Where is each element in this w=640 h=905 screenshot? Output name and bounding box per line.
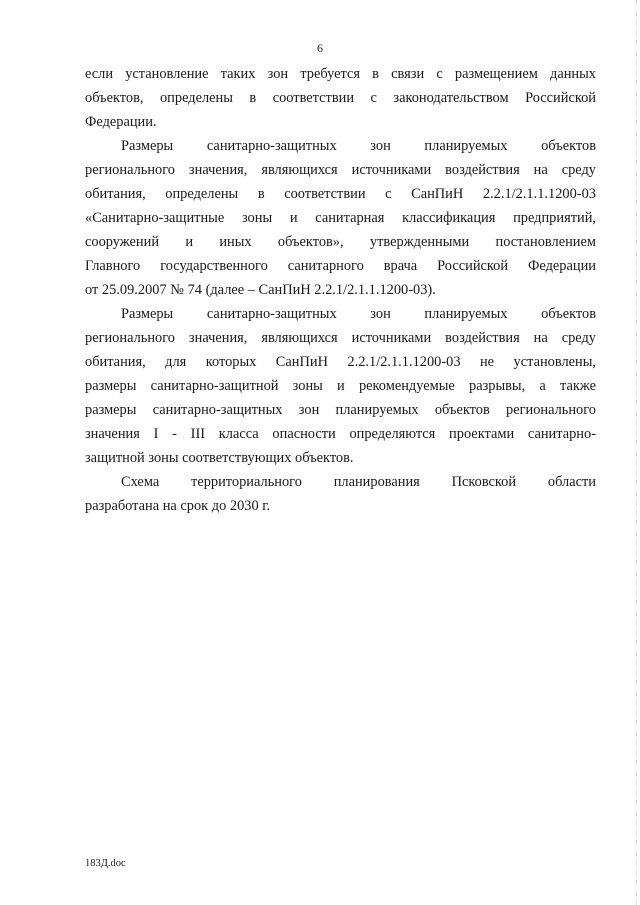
- paragraph-sanpin-defined: [85, 134, 596, 302]
- text-line: от 25.09.2007 № 74 (далее – СанПиН 2.2.1/2.1.1.1200-03).: [85, 282, 436, 298]
- paragraph-sanpin-not-established: [85, 302, 596, 470]
- footer-file-name: 183Д.doc: [85, 858, 126, 869]
- text-line: размеры санитарно-защитных зон планируемых объектов регионального: [85, 402, 596, 418]
- text-line: если установление таких зон требуется в связи с размещением данных: [85, 66, 596, 82]
- paragraph-scheme-term: [85, 470, 596, 518]
- text-line: обитания, определены в соответствии с СанПиН 2.2.1/2.1.1.1200-03: [85, 186, 596, 202]
- text-line: объектов, определены в соответствии с законодательством Российской: [85, 90, 596, 106]
- text-line: обитания, для которых СанПиН 2.2.1/2.1.1.1200-03 не установлены,: [85, 354, 596, 370]
- text-line: сооружений и иных объектов», утвержденными постановлением: [85, 234, 596, 250]
- paragraph-continuation: [85, 62, 596, 134]
- page-number: 6: [317, 41, 323, 55]
- text-line: Размеры санитарно-защитных зон планируемых объектов: [121, 306, 596, 322]
- text-line: регионального значения, являющихся источниками воздействия на среду: [85, 330, 596, 346]
- text-line: Главного государственного санитарного врача Российской Федерации: [85, 258, 596, 274]
- text-line: разработана на срок до 2030 г.: [85, 498, 271, 514]
- text-line: Размеры санитарно-защитных зон планируемых объектов: [121, 138, 596, 154]
- text-line: значения I - III класса опасности определяются проектами санитарно-: [85, 426, 596, 442]
- text-line: защитной зоны соответствующих объектов.: [85, 450, 354, 466]
- text-line: Федерации.: [85, 114, 157, 130]
- text-line: «Санитарно-защитные зоны и санитарная классификация предприятий,: [85, 210, 596, 226]
- text-line: Схема территориального планирования Псковской области: [121, 474, 596, 490]
- document-body: [85, 62, 596, 518]
- text-line: размеры санитарно-защитной зоны и рекомендуемые разрывы, а также: [85, 378, 596, 394]
- text-line: регионального значения, являющихся источниками воздействия на среду: [85, 162, 596, 178]
- scan-edge: [636, 0, 637, 905]
